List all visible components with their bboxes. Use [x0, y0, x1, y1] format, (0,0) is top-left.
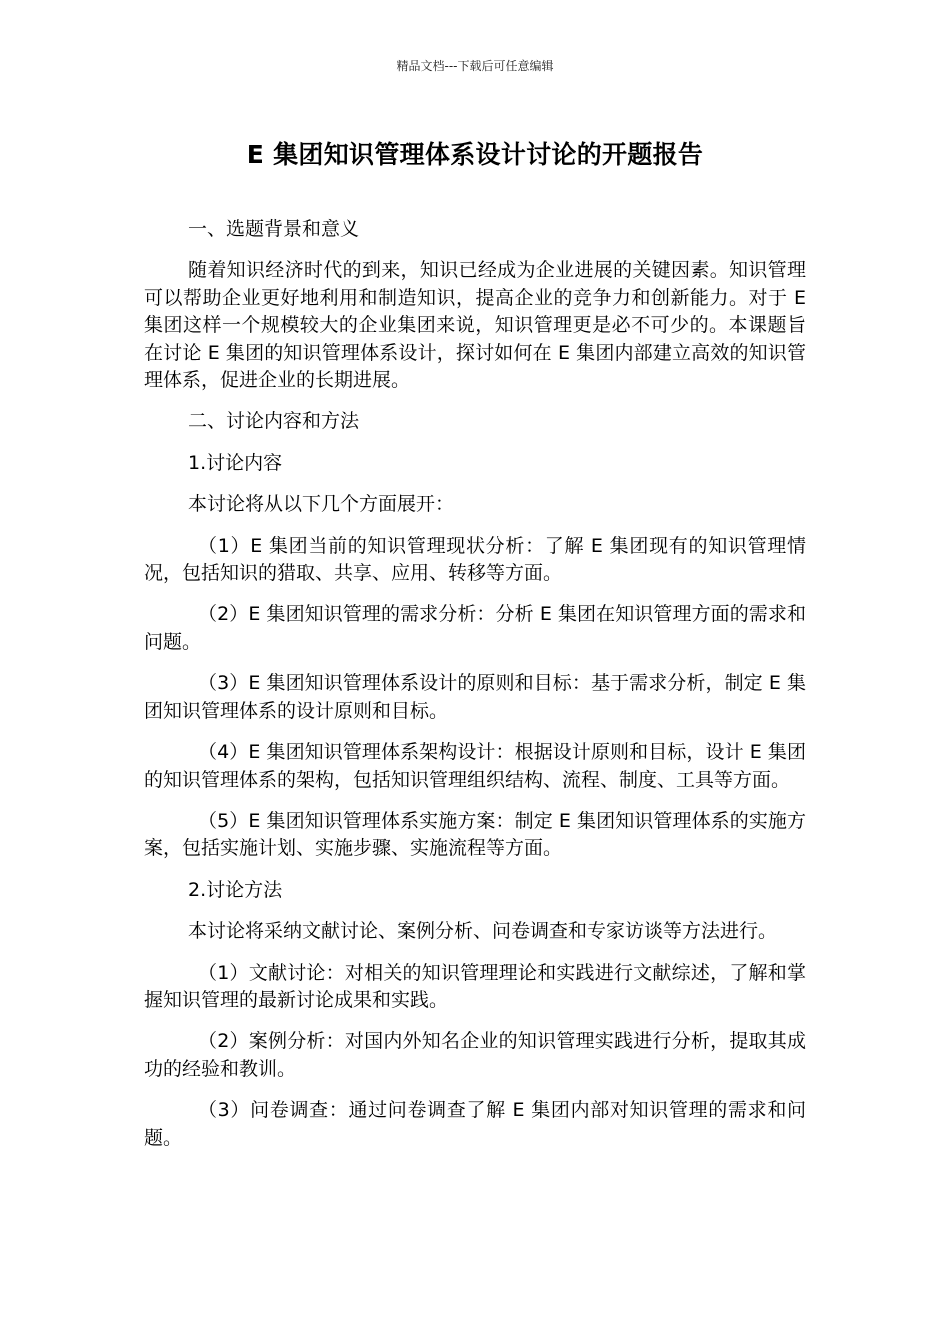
subheading-method: 2.讨论方法	[188, 878, 283, 901]
list-item-content-2: （2）E 集团知识管理的需求分析：分析 E 集团在知识管理方面的需求和问题。	[144, 603, 806, 653]
paragraph-background: 随着知识经济时代的到来，知识已经成为企业进展的关键因素。知识管理可以帮助企业更好地利用和制造知识，提高企业的竞争力和创新能力。对于 E 集团这样一个规模较大的企业集团来说，知识管理更是必不可少的。本课题旨在讨论 E 集团的知识管理体系设计，探讨如何在 E 集团内部建立高效的知识管理体系，促进企业的长期进展。	[144, 259, 806, 392]
page-header: 精品文档---下载后可任意编辑	[396, 59, 554, 73]
paragraph-content-intro: 本讨论将从以下几个方面展开：	[188, 493, 455, 516]
list-item-method-1: （1）文献讨论：对相关的知识管理理论和实践进行文献综述，了解和掌握知识管理的最新讨论成果和实践。	[144, 961, 806, 1011]
list-item-method-2: （2）案例分析：对国内外知名企业的知识管理实践进行分析，提取其成功的经验和教训。	[144, 1030, 806, 1080]
paragraph-method-intro: 本讨论将采纳文献讨论、案例分析、问卷调查和专家访谈等方法进行。	[188, 920, 778, 943]
document-body	[144, 216, 806, 1166]
list-item-content-4: （4）E 集团知识管理体系架构设计：根据设计原则和目标，设计 E 集团的知识管理体系的架构，包括知识管理组织结构、流程、制度、工具等方面。	[144, 741, 806, 791]
section-heading-content-method: 二、讨论内容和方法	[188, 410, 360, 433]
subheading-content: 1.讨论内容	[188, 451, 283, 474]
list-item-method-3: （3）问卷调查：通过问卷调查了解 E 集团内部对知识管理的需求和问题。	[144, 1099, 806, 1149]
list-item-content-3: （3）E 集团知识管理体系设计的原则和目标：基于需求分析，制定 E 集团知识管理体系的设计原则和目标。	[144, 672, 806, 722]
section-heading-background: 一、选题背景和意义	[188, 218, 360, 240]
document-title: E 集团知识管理体系设计讨论的开题报告	[246, 140, 704, 169]
list-item-content-1: （1）E 集团当前的知识管理现状分析：了解 E 集团现有的知识管理情况，包括知识的猎取、共享、应用、转移等方面。	[144, 534, 806, 585]
list-item-content-5: （5）E 集团知识管理体系实施方案：制定 E 集团知识管理体系的实施方案，包括实施计划、实施步骤、实施流程等方面。	[144, 809, 806, 860]
